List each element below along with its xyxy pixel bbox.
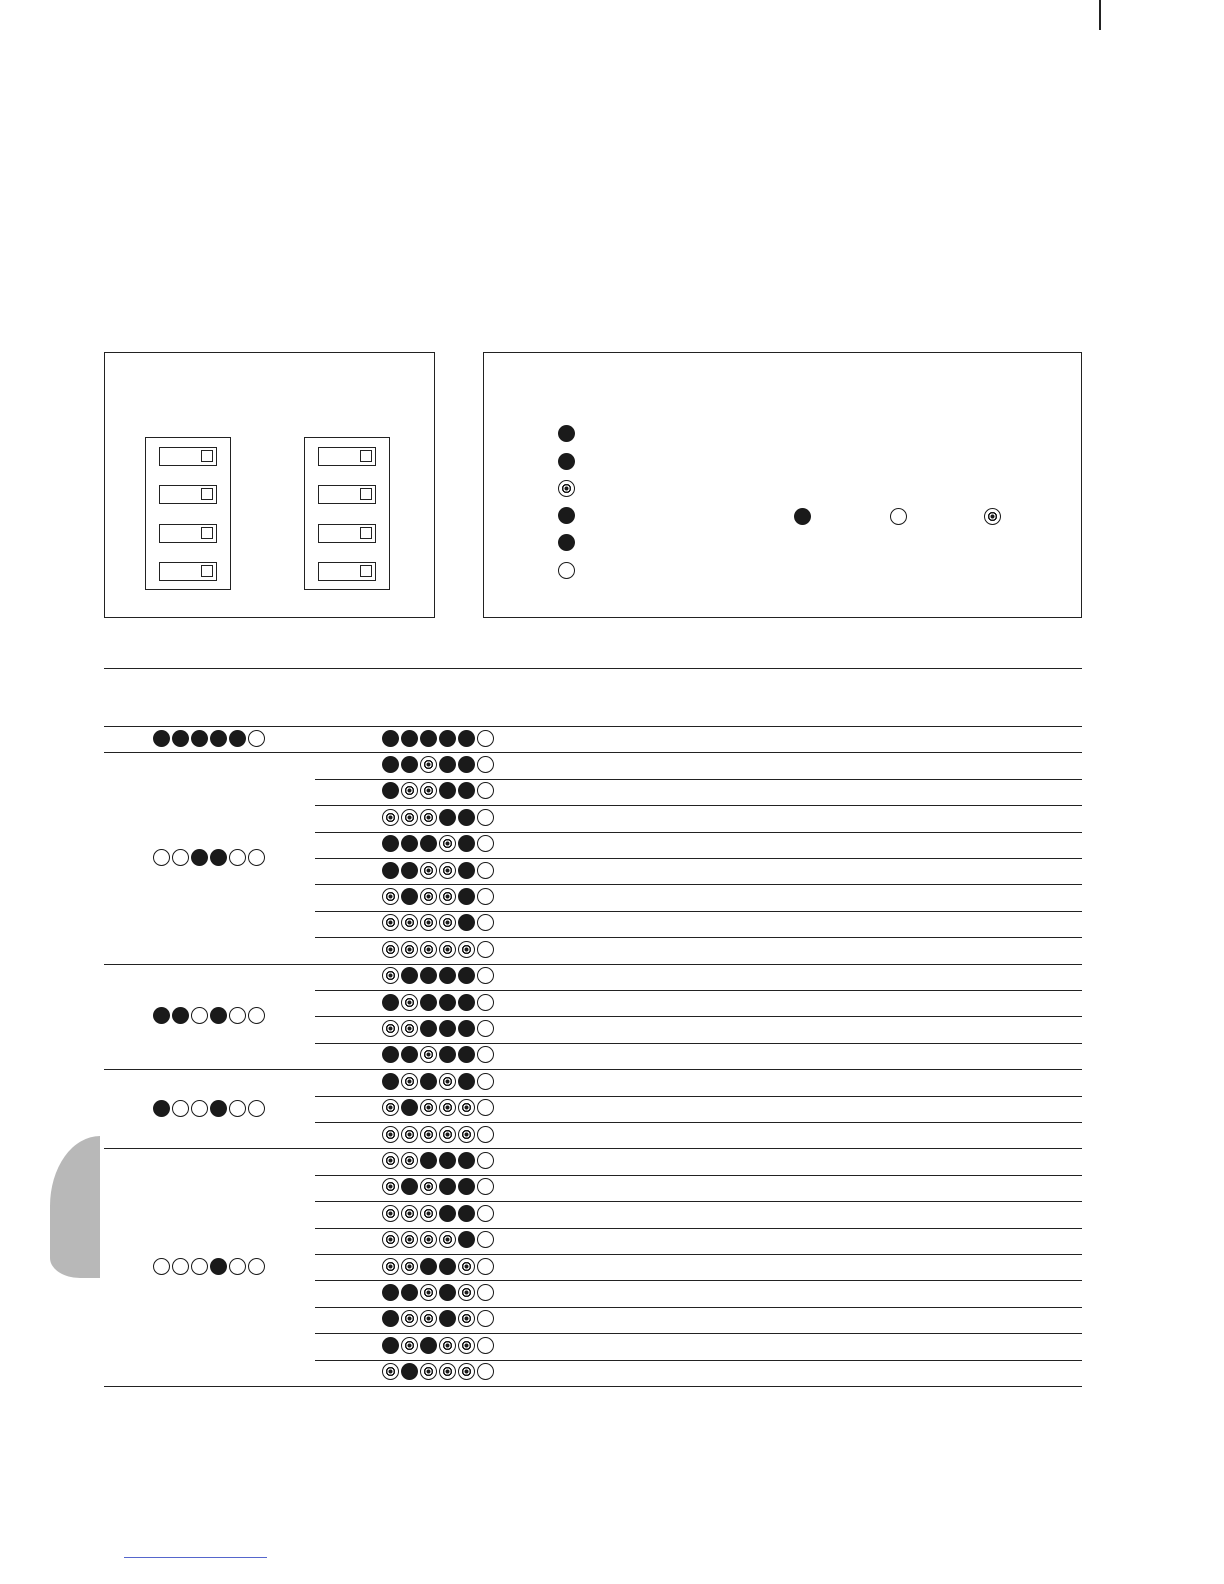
led-on-icon bbox=[794, 508, 811, 525]
led-on-icon bbox=[401, 967, 418, 984]
led-blink-icon bbox=[458, 1310, 475, 1327]
led-off-icon bbox=[477, 1020, 494, 1037]
led-on-icon bbox=[439, 756, 456, 773]
dip-switch-bank-1 bbox=[145, 437, 231, 590]
led-blink-icon bbox=[382, 914, 399, 931]
led-off-icon bbox=[477, 1284, 494, 1301]
led-blink-icon bbox=[401, 809, 418, 826]
table-row bbox=[382, 888, 496, 908]
led-off-icon bbox=[477, 1126, 494, 1143]
led-on-icon bbox=[191, 849, 208, 866]
table-rule bbox=[104, 1069, 1082, 1070]
led-on-icon bbox=[439, 1284, 456, 1301]
table-rule bbox=[104, 1386, 1082, 1387]
table-rule bbox=[315, 1043, 1082, 1044]
led-on-icon bbox=[401, 835, 418, 852]
table-rule bbox=[315, 1175, 1082, 1176]
led-on-icon bbox=[153, 1007, 170, 1024]
led-on-icon bbox=[458, 809, 475, 826]
led-blink-icon bbox=[382, 1126, 399, 1143]
led-on-icon bbox=[439, 1178, 456, 1195]
table-rule bbox=[315, 1254, 1082, 1255]
legend-key bbox=[794, 508, 811, 526]
led-on-icon bbox=[229, 730, 246, 747]
legend-item bbox=[558, 534, 575, 552]
led-blink-icon bbox=[458, 1337, 475, 1354]
led-blink-icon bbox=[420, 1205, 437, 1222]
led-on-icon bbox=[458, 835, 475, 852]
led-on-icon bbox=[401, 888, 418, 905]
led-on-icon bbox=[401, 756, 418, 773]
table-row bbox=[382, 1205, 496, 1225]
dip-switch[interactable] bbox=[318, 562, 376, 581]
led-blink-icon bbox=[401, 914, 418, 931]
led-on-icon bbox=[401, 1046, 418, 1063]
led-on-icon bbox=[439, 1046, 456, 1063]
table-rule bbox=[315, 1307, 1082, 1308]
led-on-icon bbox=[401, 1178, 418, 1195]
table-row bbox=[382, 1099, 496, 1119]
led-blink-icon bbox=[382, 1205, 399, 1222]
led-off-icon bbox=[477, 809, 494, 826]
led-blink-icon bbox=[420, 1178, 437, 1195]
table-rule bbox=[315, 1016, 1082, 1017]
led-blink-icon bbox=[420, 1310, 437, 1327]
led-on-icon bbox=[420, 1073, 437, 1090]
led-on-icon bbox=[382, 994, 399, 1011]
led-on-icon bbox=[420, 994, 437, 1011]
led-blink-icon bbox=[401, 782, 418, 799]
led-blink-icon bbox=[382, 888, 399, 905]
led-blink-icon bbox=[382, 1020, 399, 1037]
led-on-icon bbox=[382, 862, 399, 879]
led-blink-icon bbox=[420, 1046, 437, 1063]
legend-key bbox=[890, 508, 907, 526]
table-row bbox=[382, 1178, 496, 1198]
led-on-icon bbox=[458, 1020, 475, 1037]
led-off-icon bbox=[477, 941, 494, 958]
led-blink-icon bbox=[458, 941, 475, 958]
led-blink-icon bbox=[382, 967, 399, 984]
led-blink-icon bbox=[382, 809, 399, 826]
led-on-icon bbox=[439, 1152, 456, 1169]
led-blink-icon bbox=[439, 835, 456, 852]
table-row bbox=[382, 1126, 496, 1146]
led-on-icon bbox=[458, 756, 475, 773]
led-blink-icon bbox=[439, 1126, 456, 1143]
table-row bbox=[382, 1231, 496, 1251]
table-row bbox=[382, 1073, 496, 1093]
led-blink-icon bbox=[382, 1231, 399, 1248]
led-off-icon bbox=[477, 1337, 494, 1354]
led-on-icon bbox=[458, 1073, 475, 1090]
table-row bbox=[382, 1258, 496, 1278]
table-row bbox=[382, 994, 496, 1014]
led-on-icon bbox=[401, 730, 418, 747]
led-off-icon bbox=[558, 562, 575, 579]
led-blink-icon bbox=[401, 941, 418, 958]
table-rule bbox=[104, 1148, 1082, 1149]
led-blink-icon bbox=[420, 862, 437, 879]
dip-switch[interactable] bbox=[159, 524, 217, 543]
led-on-icon bbox=[439, 967, 456, 984]
led-on-icon bbox=[458, 1046, 475, 1063]
led-on-icon bbox=[210, 1007, 227, 1024]
led-off-icon bbox=[477, 730, 494, 747]
led-on-icon bbox=[458, 914, 475, 931]
led-blink-icon bbox=[439, 1099, 456, 1116]
led-blink-icon bbox=[420, 888, 437, 905]
led-blink-icon bbox=[439, 1337, 456, 1354]
table-row bbox=[382, 1284, 496, 1304]
led-blink-icon bbox=[439, 888, 456, 905]
table-rule bbox=[104, 726, 1082, 727]
led-on-icon bbox=[458, 1178, 475, 1195]
led-on-icon bbox=[558, 507, 575, 524]
led-on-icon bbox=[458, 1152, 475, 1169]
led-off-icon bbox=[229, 1258, 246, 1275]
table-row bbox=[382, 862, 496, 882]
led-on-icon bbox=[382, 782, 399, 799]
led-on-icon bbox=[439, 1310, 456, 1327]
led-on-icon bbox=[382, 835, 399, 852]
led-on-icon bbox=[439, 730, 456, 747]
table-row bbox=[382, 1020, 496, 1040]
dip-switch[interactable] bbox=[159, 447, 217, 466]
table-row bbox=[382, 730, 496, 750]
led-on-icon bbox=[172, 1007, 189, 1024]
led-off-icon bbox=[477, 994, 494, 1011]
table-rule bbox=[104, 668, 1082, 669]
led-blink-icon bbox=[420, 1099, 437, 1116]
led-on-icon bbox=[558, 534, 575, 551]
led-blink-icon bbox=[401, 994, 418, 1011]
led-off-icon bbox=[191, 1007, 208, 1024]
group-pattern bbox=[153, 1258, 267, 1278]
led-off-icon bbox=[890, 508, 907, 525]
led-blink-icon bbox=[439, 914, 456, 931]
legend-item bbox=[558, 480, 575, 498]
led-blink-icon bbox=[382, 941, 399, 958]
led-off-icon bbox=[477, 888, 494, 905]
table-rule bbox=[315, 1122, 1082, 1123]
dip-switch[interactable] bbox=[318, 524, 376, 543]
led-on-icon bbox=[382, 756, 399, 773]
led-on-icon bbox=[382, 1284, 399, 1301]
led-on-icon bbox=[382, 1046, 399, 1063]
led-blink-icon bbox=[439, 862, 456, 879]
led-on-icon bbox=[420, 1258, 437, 1275]
legend-item bbox=[558, 507, 575, 525]
led-on-icon bbox=[558, 453, 575, 470]
led-on-icon bbox=[458, 967, 475, 984]
led-on-icon bbox=[191, 730, 208, 747]
led-on-icon bbox=[458, 730, 475, 747]
led-off-icon bbox=[477, 967, 494, 984]
table-rule bbox=[315, 1228, 1082, 1229]
dip-switch-panel bbox=[104, 352, 435, 618]
led-on-icon bbox=[382, 1310, 399, 1327]
table-row bbox=[382, 914, 496, 934]
led-off-icon bbox=[477, 1205, 494, 1222]
dip-switch[interactable] bbox=[318, 447, 376, 466]
table-rule bbox=[315, 1280, 1082, 1281]
led-off-icon bbox=[477, 1363, 494, 1380]
table-rule bbox=[315, 1333, 1082, 1334]
table-rule bbox=[315, 884, 1082, 885]
dip-switch[interactable] bbox=[318, 485, 376, 504]
led-off-icon bbox=[172, 849, 189, 866]
table-rule bbox=[104, 752, 1082, 753]
led-off-icon bbox=[172, 1258, 189, 1275]
led-on-icon bbox=[558, 425, 575, 442]
legend-item bbox=[558, 452, 575, 470]
table-rule bbox=[315, 937, 1082, 938]
led-off-icon bbox=[477, 1046, 494, 1063]
led-blink-icon bbox=[401, 1310, 418, 1327]
table-rule bbox=[315, 911, 1082, 912]
led-off-icon bbox=[477, 1310, 494, 1327]
led-blink-icon bbox=[420, 941, 437, 958]
led-off-icon bbox=[477, 835, 494, 852]
led-off-icon bbox=[172, 1100, 189, 1117]
led-on-icon bbox=[210, 1100, 227, 1117]
led-blink-icon bbox=[458, 1284, 475, 1301]
table-rule bbox=[315, 1201, 1082, 1202]
led-on-icon bbox=[439, 1205, 456, 1222]
led-blink-icon bbox=[382, 1178, 399, 1195]
led-blink-icon bbox=[439, 1231, 456, 1248]
legend-key bbox=[984, 508, 1001, 526]
led-blink-icon bbox=[382, 1363, 399, 1380]
led-off-icon bbox=[477, 1073, 494, 1090]
led-on-icon bbox=[458, 994, 475, 1011]
led-blink-icon bbox=[458, 1099, 475, 1116]
led-blink-icon bbox=[420, 782, 437, 799]
led-off-icon bbox=[477, 1231, 494, 1248]
led-off-icon bbox=[477, 1258, 494, 1275]
legend-item bbox=[558, 425, 575, 443]
table-row bbox=[382, 967, 496, 987]
led-blink-icon bbox=[439, 941, 456, 958]
led-on-icon bbox=[439, 994, 456, 1011]
led-on-icon bbox=[420, 1337, 437, 1354]
led-off-icon bbox=[248, 849, 265, 866]
led-on-icon bbox=[439, 1258, 456, 1275]
led-blink-icon bbox=[401, 1258, 418, 1275]
led-blink-icon bbox=[401, 1337, 418, 1354]
dip-switch[interactable] bbox=[159, 485, 217, 504]
led-blink-icon bbox=[382, 1152, 399, 1169]
table-rule bbox=[315, 1096, 1082, 1097]
table-rule bbox=[315, 990, 1082, 991]
led-on-icon bbox=[420, 1020, 437, 1037]
led-off-icon bbox=[477, 756, 494, 773]
group-pattern bbox=[153, 1100, 267, 1120]
table-row bbox=[382, 809, 496, 829]
group-pattern bbox=[153, 1007, 267, 1027]
footer-link-underline bbox=[124, 1557, 267, 1558]
led-off-icon bbox=[477, 782, 494, 799]
led-blink-icon bbox=[984, 508, 1001, 525]
led-off-icon bbox=[477, 914, 494, 931]
led-blink-icon bbox=[558, 480, 575, 497]
led-blink-icon bbox=[420, 1126, 437, 1143]
page-edge-line bbox=[1099, 0, 1101, 30]
led-on-icon bbox=[153, 1100, 170, 1117]
dip-switch[interactable] bbox=[159, 562, 217, 581]
section-tab bbox=[50, 1136, 100, 1278]
led-on-icon bbox=[382, 1073, 399, 1090]
group-pattern bbox=[153, 849, 267, 869]
led-off-icon bbox=[477, 1099, 494, 1116]
led-off-icon bbox=[477, 1178, 494, 1195]
led-on-icon bbox=[210, 1258, 227, 1275]
led-off-icon bbox=[477, 1152, 494, 1169]
led-blink-icon bbox=[420, 1231, 437, 1248]
led-on-icon bbox=[458, 1231, 475, 1248]
led-legend-panel bbox=[483, 352, 1082, 618]
led-blink-icon bbox=[382, 1258, 399, 1275]
led-on-icon bbox=[382, 730, 399, 747]
led-on-icon bbox=[439, 1020, 456, 1037]
table-row bbox=[382, 756, 496, 776]
led-on-icon bbox=[172, 730, 189, 747]
led-on-icon bbox=[382, 1337, 399, 1354]
table-row bbox=[382, 1310, 496, 1330]
led-blink-icon bbox=[401, 1020, 418, 1037]
led-off-icon bbox=[229, 1100, 246, 1117]
table-rule bbox=[104, 964, 1082, 965]
led-blink-icon bbox=[458, 1363, 475, 1380]
led-on-icon bbox=[401, 1099, 418, 1116]
led-blink-icon bbox=[401, 1126, 418, 1143]
led-on-icon bbox=[420, 730, 437, 747]
led-on-icon bbox=[420, 835, 437, 852]
led-off-icon bbox=[248, 730, 265, 747]
led-on-icon bbox=[439, 782, 456, 799]
led-blink-icon bbox=[439, 1363, 456, 1380]
led-blink-icon bbox=[458, 1126, 475, 1143]
led-on-icon bbox=[210, 730, 227, 747]
led-on-icon bbox=[153, 730, 170, 747]
table-row bbox=[382, 1363, 496, 1383]
led-on-icon bbox=[210, 849, 227, 866]
dip-switch-bank-2 bbox=[304, 437, 390, 590]
led-off-icon bbox=[248, 1100, 265, 1117]
led-off-icon bbox=[191, 1100, 208, 1117]
led-blink-icon bbox=[401, 1152, 418, 1169]
led-on-icon bbox=[458, 862, 475, 879]
led-on-icon bbox=[439, 809, 456, 826]
led-blink-icon bbox=[420, 914, 437, 931]
led-off-icon bbox=[229, 1007, 246, 1024]
table-rule bbox=[315, 805, 1082, 806]
led-blink-icon bbox=[382, 1099, 399, 1116]
table-row bbox=[382, 835, 496, 855]
led-on-icon bbox=[420, 1152, 437, 1169]
led-blink-icon bbox=[420, 1363, 437, 1380]
led-on-icon bbox=[458, 888, 475, 905]
led-on-icon bbox=[420, 967, 437, 984]
table-row bbox=[382, 941, 496, 961]
table-rule bbox=[315, 832, 1082, 833]
led-off-icon bbox=[477, 862, 494, 879]
led-on-icon bbox=[401, 1284, 418, 1301]
led-off-icon bbox=[248, 1007, 265, 1024]
led-blink-icon bbox=[401, 1073, 418, 1090]
led-off-icon bbox=[229, 849, 246, 866]
table-rule bbox=[315, 1360, 1082, 1361]
table-rule bbox=[315, 779, 1082, 780]
led-blink-icon bbox=[420, 756, 437, 773]
table-row bbox=[382, 1046, 496, 1066]
led-off-icon bbox=[153, 849, 170, 866]
led-off-icon bbox=[191, 1258, 208, 1275]
led-blink-icon bbox=[439, 1073, 456, 1090]
group-pattern bbox=[153, 730, 267, 750]
led-blink-icon bbox=[401, 1231, 418, 1248]
led-blink-icon bbox=[420, 809, 437, 826]
table-row bbox=[382, 1152, 496, 1172]
led-on-icon bbox=[458, 782, 475, 799]
led-on-icon bbox=[401, 1363, 418, 1380]
table-row bbox=[382, 1337, 496, 1357]
led-off-icon bbox=[153, 1258, 170, 1275]
led-blink-icon bbox=[458, 1258, 475, 1275]
led-on-icon bbox=[401, 862, 418, 879]
legend-item bbox=[558, 562, 575, 580]
led-blink-icon bbox=[420, 1284, 437, 1301]
led-off-icon bbox=[248, 1258, 265, 1275]
table-row bbox=[382, 782, 496, 802]
table-rule bbox=[315, 858, 1082, 859]
led-blink-icon bbox=[401, 1205, 418, 1222]
led-on-icon bbox=[458, 1205, 475, 1222]
